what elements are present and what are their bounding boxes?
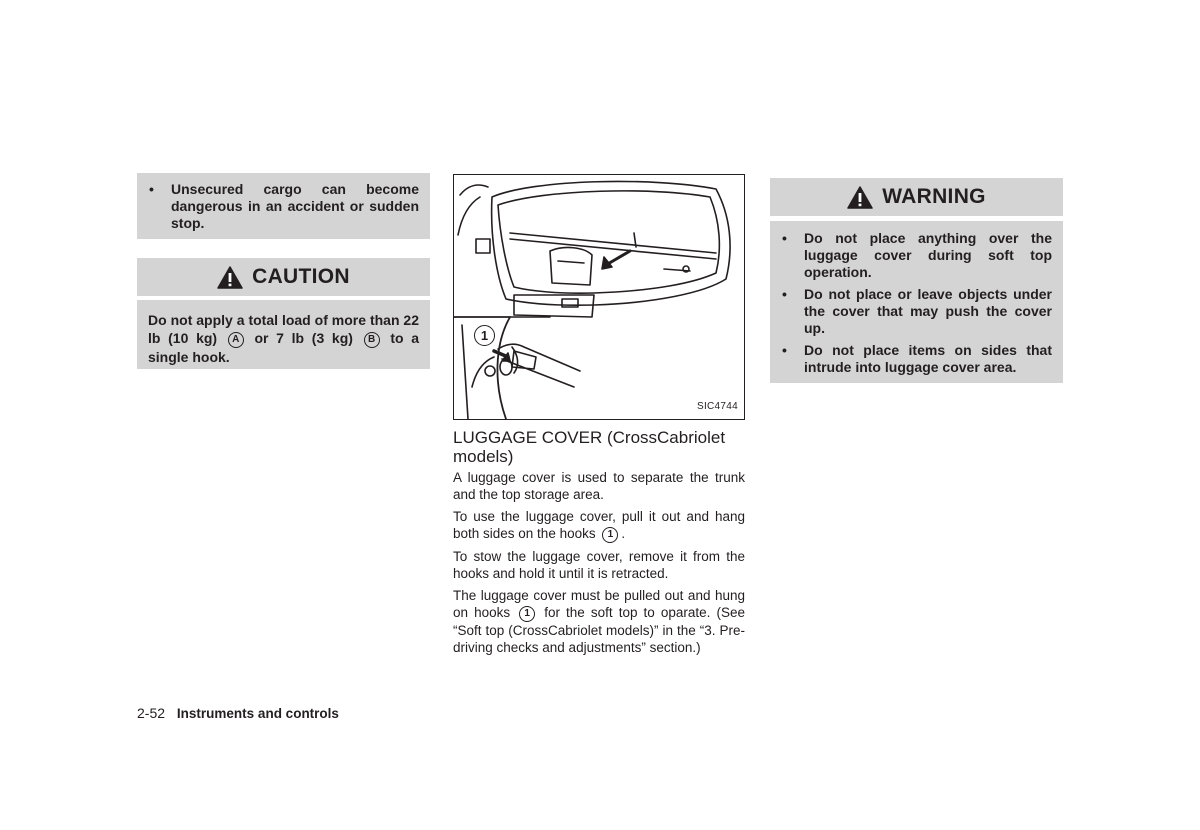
warning-item <box>770 286 1052 337</box>
trunk-illustration <box>454 175 744 419</box>
paragraph-2-text: To use the luggage cover, pull it out and hang both sides on the hooks <box>453 509 745 541</box>
caution-text-part1: Do not apply a total load of more than 22 lb (10 kg) <box>148 312 419 346</box>
caution-text-part2: or 7 lb (3 kg) <box>254 330 353 346</box>
paragraph-1: A luggage cover is used to separate the trunk and the top storage area. <box>453 470 745 502</box>
cargo-bullet <box>137 181 419 232</box>
luggage-cover-figure <box>453 174 745 420</box>
paragraph-4-text-a: The luggage cover must be pulled out and hung on hooks <box>453 588 745 620</box>
cargo-bullet-text: Unsecured cargo can become dangerous in an accident or sudden stop. <box>171 181 419 231</box>
figure-code: SIC4744 <box>696 401 738 412</box>
chapter-title: Instruments and controls <box>176 706 339 721</box>
caution-title: CAUTION <box>252 265 350 288</box>
warning-body <box>770 221 1063 383</box>
warning-header <box>770 178 1063 216</box>
figure-callout-1 <box>474 325 495 346</box>
marker-1-b: 1 <box>519 606 535 622</box>
marker-1: 1 <box>602 527 618 543</box>
warning-item-text: Do not place or leave objects under the cover that may push the cover up. <box>804 286 1052 336</box>
paragraph-2-end: . <box>621 526 626 541</box>
page-number: 2-52 <box>137 705 166 721</box>
section-title: LUGGAGE COVER (CrossCabriolet models) <box>453 428 726 466</box>
warning-item-text: Do not place anything over the luggage cover during soft top operation. <box>804 230 1052 280</box>
figure-callout-label: 1 <box>480 328 489 343</box>
paragraph-2 <box>453 508 745 543</box>
paragraph-4 <box>453 587 745 656</box>
caution-body <box>137 300 430 369</box>
warning-triangle-icon <box>847 186 873 209</box>
marker-b: B <box>364 332 380 348</box>
warning-triangle-icon <box>217 266 243 289</box>
section-body <box>453 469 745 661</box>
cargo-note-panel <box>137 173 430 239</box>
marker-a: A <box>228 332 244 348</box>
warning-item <box>770 342 1052 376</box>
paragraph-4-text-b: for the soft top to oparate. (See “Soft top (CrossCabriolet models)” in the “3. Pre-driving checks and adjustments” section.) <box>453 605 745 655</box>
warning-title: WARNING <box>882 185 986 208</box>
caution-text-part3: to a single hook. <box>148 330 420 365</box>
caution-header <box>137 258 430 296</box>
caution-text <box>148 311 419 366</box>
warning-item <box>770 230 1052 281</box>
paragraph-3: To stow the luggage cover, remove it from the hooks and hold it until it is retracted. <box>453 549 745 581</box>
page-footer <box>137 705 339 721</box>
warning-item-text: Do not place items on sides that intrude into luggage cover area. <box>804 342 1052 375</box>
